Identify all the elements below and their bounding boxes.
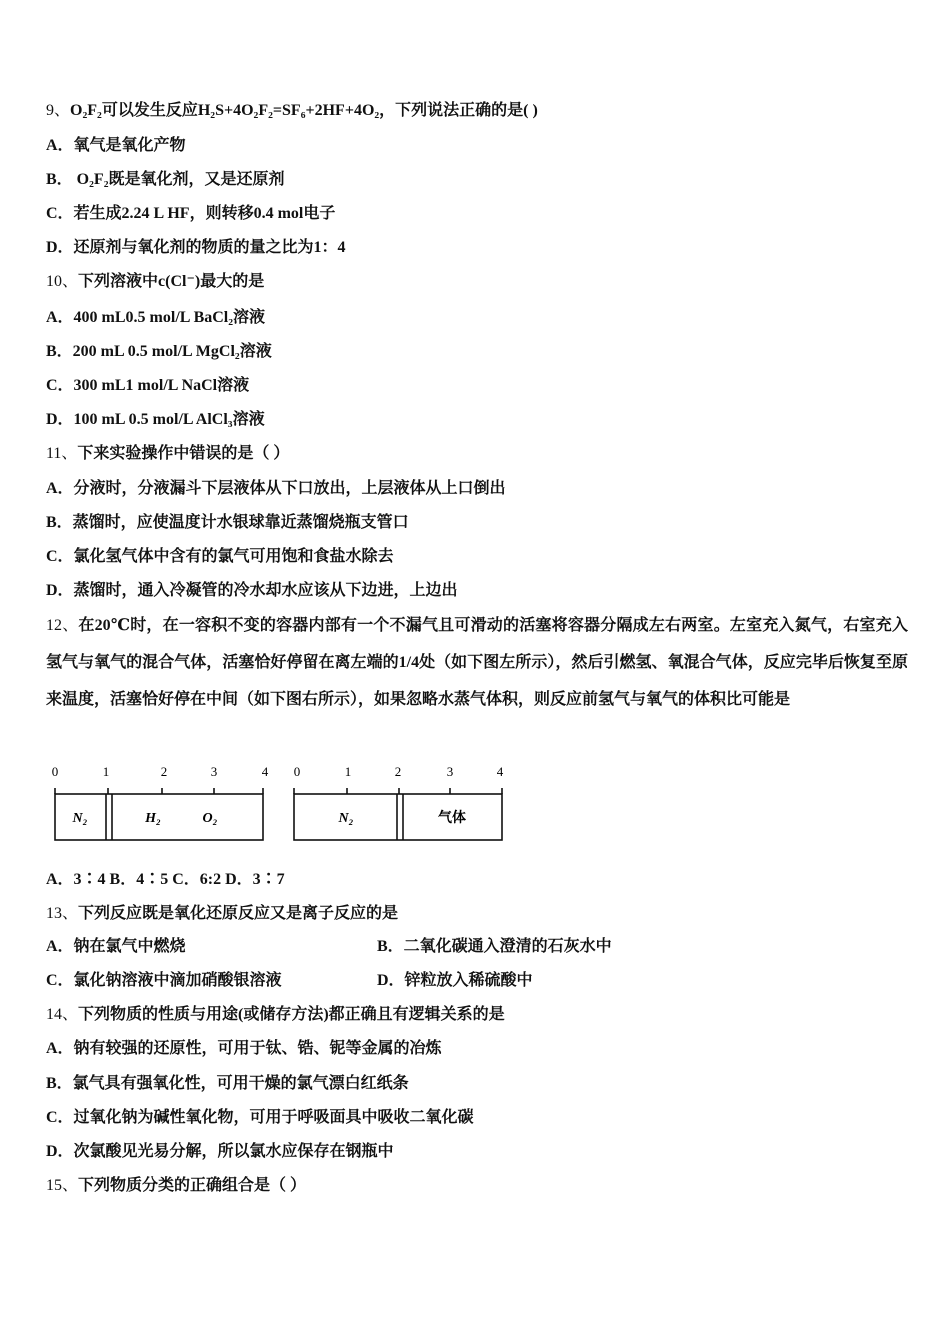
option: D．100 mL 0.5 mol/L AlCl₃溶液	[46, 411, 265, 428]
option: A．钠有较强的还原性，可用于钛、锆、铌等金属的冶炼	[46, 1040, 442, 1057]
question-number: 13、	[46, 905, 79, 922]
question-number: 10、	[46, 273, 79, 290]
stem-text: 下列溶液中c(Cl⁻)最大的是	[78, 273, 265, 290]
question-stem	[46, 272, 264, 292]
option: B．氯气具有强氧化性，可用干燥的氯气漂白红纸条	[46, 1075, 409, 1092]
tick-label: 2	[394, 764, 402, 779]
tick-label: 4	[496, 764, 504, 779]
option: A．分液时，分液漏斗下层液体从下口放出，上层液体从上口倒出	[46, 480, 506, 497]
stem-text: 在20℃时，在一容积不变的容器内部有一个不漏气且可滑动的活塞将容器分隔成左右两室。左室充入氮气，右室充入氢气与氧气的混合气体，活塞恰好停留在离左端的1/4处（如下图左所示），然后引燃氢、氧混合气体，反应完毕后恢复至原来温度，活塞恰好停在中间（如下图右所示），如果忽略水蒸气体积，则反应前氢气与氧气的体积比可能是	[46, 617, 908, 708]
stem-text: 下列物质分类的正确组合是（ ）	[78, 1177, 307, 1194]
tick-label: 0	[51, 764, 59, 779]
stem-text: O₂F₂可以发生反应H₂S+4O₂F₂=SF₆+2HF+4O₂，下列说法正确的是( )	[70, 102, 538, 119]
question-stem	[46, 101, 538, 121]
tick-label: 3	[210, 764, 218, 779]
o2-label: O₂	[202, 811, 218, 826]
tick-label: 2	[160, 764, 168, 779]
option: D．蒸馏时，通入冷凝管的冷水却水应该从下边进，上边出	[46, 582, 458, 599]
question-stem	[46, 444, 289, 464]
option: C．过氧化钠为碱性氧化物，可用于呼吸面具中吸收二氧化碳	[46, 1109, 474, 1126]
option: C．氯化钠溶液中滴加硝酸银溶液	[46, 972, 282, 989]
tick-label: 0	[293, 764, 301, 779]
option: D．次氯酸见光易分解，所以氯水应保存在钢瓶中	[46, 1143, 394, 1160]
option: D．还原剂与氧化剂的物质的量之比为1：4	[46, 239, 346, 256]
question-number: 12、	[46, 617, 79, 634]
stem-text: 下列反应既是氧化还原反应又是离子反应的是	[78, 905, 399, 922]
question-stem	[46, 904, 398, 924]
question-stem	[46, 1176, 306, 1196]
n2-label: N₂	[338, 811, 354, 826]
tick-label: 1	[344, 764, 352, 779]
option: C．若生成2.24 L HF，则转移0.4 mol电子	[46, 205, 336, 222]
tick-label: 4	[261, 764, 269, 779]
option: C．300 mL1 mol/L NaCl溶液	[46, 377, 250, 394]
question-number: 14、	[46, 1006, 79, 1023]
stem-text: 下来实验操作中错误的是（ ）	[77, 445, 290, 462]
option: A．3∶4 B．4∶5 C．6:2 D．3∶7	[46, 871, 285, 888]
tick-label: 3	[446, 764, 454, 779]
question-stem	[46, 1005, 505, 1025]
option: D．锌粒放入稀硫酸中	[377, 972, 533, 989]
option: B．200 mL 0.5 mol/L MgCl₂溶液	[46, 343, 272, 360]
right-container	[294, 788, 502, 840]
option: B．二氧化碳通入澄清的石灰水中	[377, 938, 612, 955]
h2-label: H₂	[145, 811, 161, 826]
option: A．钠在氯气中燃烧	[46, 938, 186, 955]
option: B． O₂F₂既是氧化剂，又是还原剂	[46, 171, 285, 188]
option: A．氧气是氧化产物	[46, 137, 186, 154]
question-number: 11、	[46, 445, 78, 462]
tick-label: 1	[102, 764, 110, 779]
option: B．蒸馏时，应使温度计水银球靠近蒸馏烧瓶支管口	[46, 514, 409, 531]
question-number: 15、	[46, 1177, 79, 1194]
stem-text: 下列物质的性质与用途(或储存方法)都正确且有逻辑关系的是	[78, 1006, 505, 1023]
question-number: 9、	[46, 102, 71, 119]
n2-label: N₂	[72, 811, 88, 826]
gas-label: 气体	[438, 811, 466, 826]
question-stem	[46, 607, 908, 718]
option: A．400 mL0.5 mol/L BaCl₂溶液	[46, 309, 266, 326]
option: C．氯化氢气体中含有的氯气可用饱和食盐水除去	[46, 548, 394, 565]
piston-diagram	[46, 760, 516, 845]
